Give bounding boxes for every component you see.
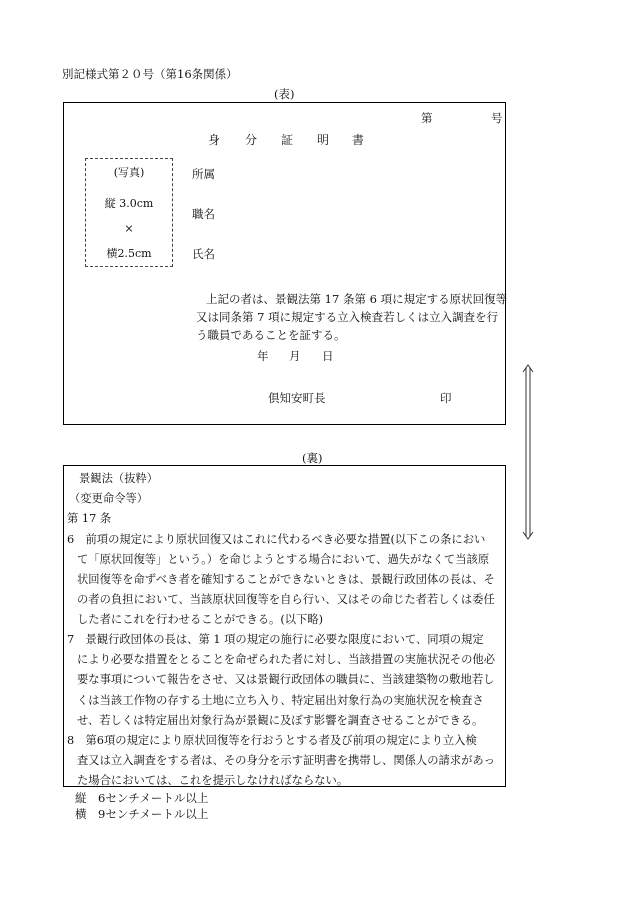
number-no-label: 第 (421, 111, 433, 125)
card-title-char: 分 (245, 133, 258, 147)
law-line: の者の負担において、当該原状回復等を自ら行い、又はその命じた者若しくは委任 (77, 593, 495, 606)
law-line: 景観法（抜粋） (79, 472, 159, 485)
seal-mark: 印 (440, 391, 452, 405)
back-label: (裏) (302, 451, 323, 465)
certification-line: う職員であることを証する。 (196, 328, 346, 342)
photo-times: × (124, 222, 134, 235)
law-line: くは当該工作物の存する土地に立ち入り、特定届出対象行為の実施状況を検査さ (77, 694, 484, 707)
front-label: (表) (274, 87, 295, 101)
number-go-label: 号 (491, 111, 503, 125)
name-label: 氏名 (192, 247, 215, 261)
law-line: 要な事項について報告をさせ、又は景観行政団体の職員に、当該建築物の敷地若し (77, 673, 495, 686)
card-title-char: 明 (317, 133, 330, 147)
law-line: た場合においては、これを提示しなければならない。 (77, 774, 349, 787)
issuer-name: 倶知安町長 (268, 391, 326, 405)
certification-line: 上記の者は、景観法第 17 条第 6 項に規定する原状回復等 (206, 292, 508, 306)
affiliation-label: 所属 (192, 167, 215, 181)
law-line: せ、若しくは特定届出対象行為が景観に及ぼす影響を調査させることができる。 (77, 714, 484, 727)
law-line: （変更命令等） (69, 492, 149, 505)
law-line: 状回復等を命ずべき者を確知することができないときは、景観行政団体の長は、そ (77, 573, 495, 586)
card-title-char: 証 (281, 133, 294, 147)
card-title-char: 書 (352, 133, 365, 147)
double-arrow-icon (520, 364, 536, 540)
photo-width: 横2.5cm (106, 247, 152, 260)
date-day: 日 (322, 349, 334, 363)
law-line: て「原状回復等」という。）を命じようとする場合において、過失がなくて当該原 (77, 553, 490, 566)
position-label: 職名 (192, 207, 215, 221)
size-width-note: 横 9センチメートル以上 (75, 807, 209, 821)
law-line: 6 前項の規定により原状回復又はこれに代わるべき必要な措置(以下この条におい (67, 533, 486, 546)
law-line: 査又は立入調査をする者は、その身分を示す証明書を携帯し、関係人の請求があっ (77, 754, 495, 767)
photo-label: (写真) (113, 166, 145, 179)
card-title-char: 身 (208, 133, 221, 147)
law-line: により必要な措置をとることを命ぜられた者に対し、当該措置の実施状況その他必 (77, 653, 495, 666)
photo-placeholder (85, 158, 173, 267)
size-height-note: 縦 6センチメートル以上 (75, 791, 209, 805)
date-year: 年 (257, 349, 269, 363)
law-line: 7 景観行政団体の長は、第 1 項の規定の施行に必要な限度において、同項の規定 (67, 633, 484, 646)
law-line: 8 第6項の規定により原状回復等を行おうとする者及び前項の規定により立入検 (67, 734, 477, 747)
form-title: 別記様式第２０号（第16条関係） (62, 67, 238, 81)
certification-line: 又は同条第 7 項に規定する立入検査若しくは立入調査を行 (196, 310, 499, 324)
photo-height: 縦 3.0cm (104, 197, 154, 210)
date-month: 月 (289, 349, 301, 363)
law-line: した者にこれを行わせることができる。(以下略) (77, 613, 324, 626)
law-line: 第 17 条 (67, 512, 112, 525)
